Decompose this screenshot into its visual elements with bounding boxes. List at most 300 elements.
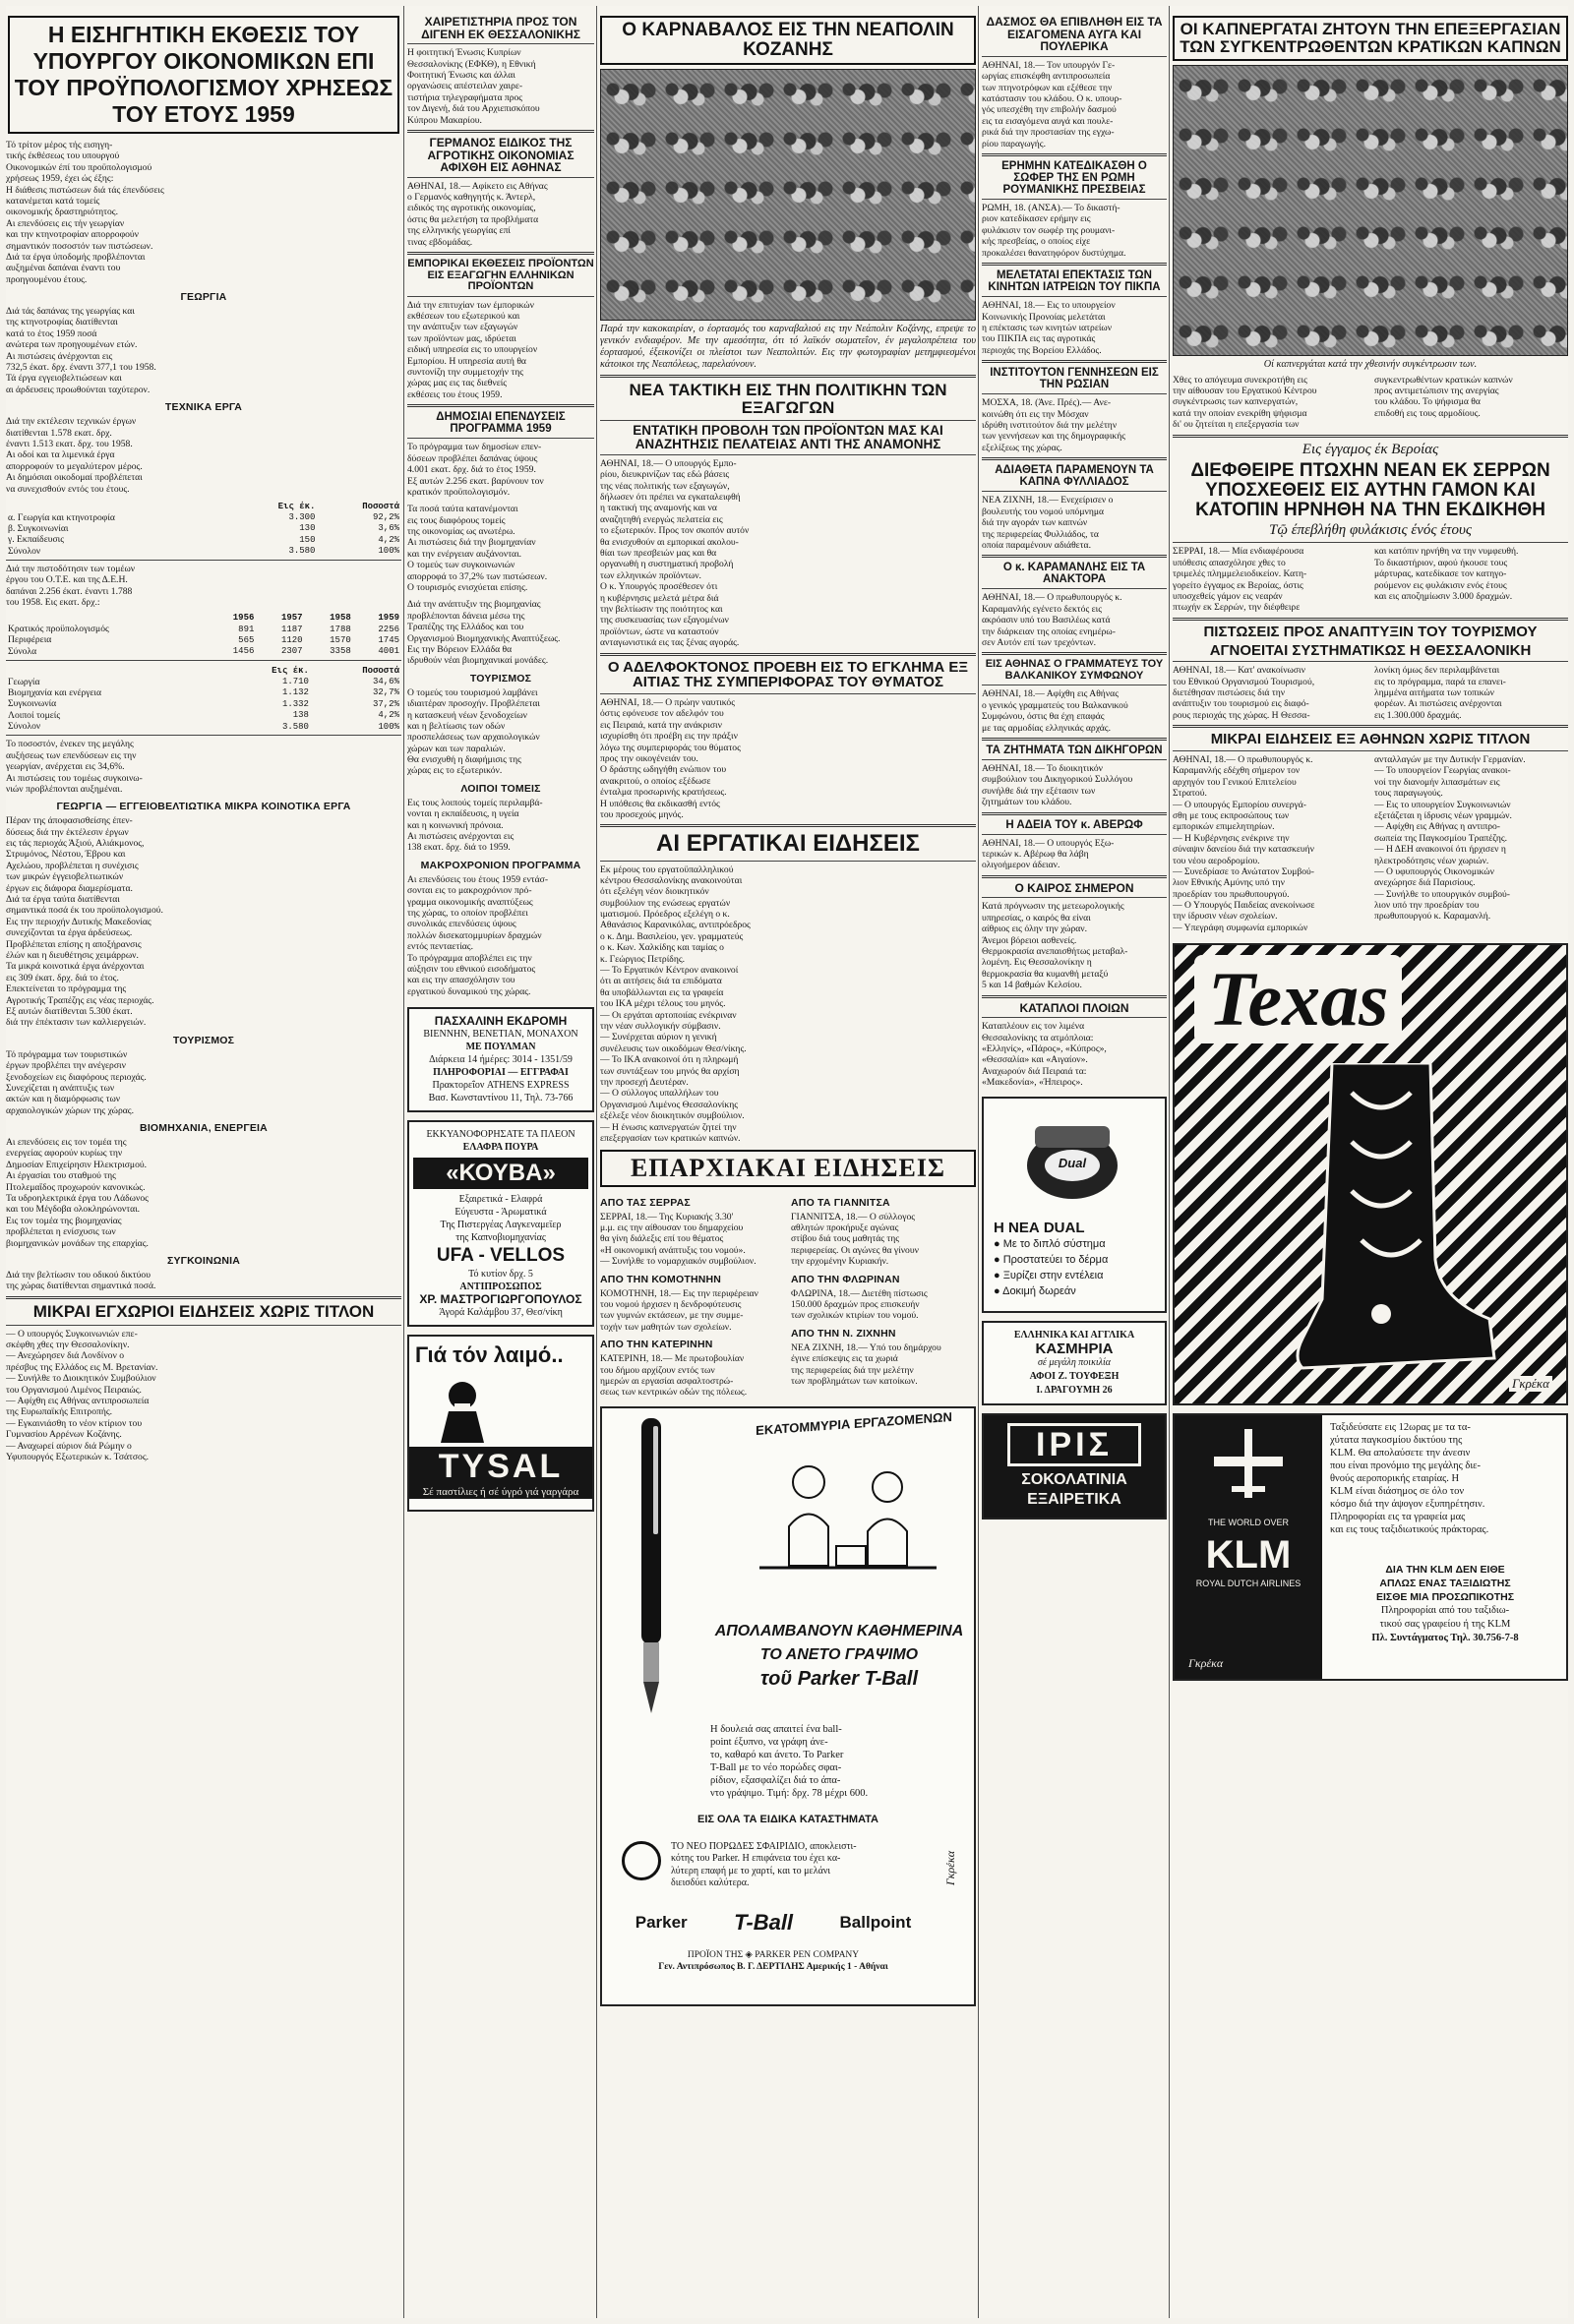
text-line: τριμελές πλημμελειοδικείον. Κατη- (1173, 568, 1307, 580)
column-rule (978, 6, 979, 2318)
text-line: βουλευτής του νομού υπόμνημα (982, 506, 1105, 517)
text-line: λημμένα αιτήματα των τοπικών (1374, 687, 1494, 699)
text-line: Υφυπουργός Εξωτερικών κ. Τσάτσος. (6, 1451, 150, 1462)
newspaper-page (6, 6, 1568, 2318)
text-line: των γυμνών εκτάσεων, με την συμμε- (600, 1310, 744, 1322)
text-line: φυλάκισιν τον σωφέρ της ρουμανι- (982, 224, 1116, 236)
ad-line: Ι. ΔΡΑΓΟΥΜΗ 26 (1036, 1384, 1113, 1396)
subhead-agriculture: ΓΕΩΡΓΙΑ (180, 291, 227, 304)
table-cell: γ. Εκπαίδευσις (8, 534, 65, 546)
subhead-public-works: ΤΕΧΝΙΚΑ ΕΡΓΑ (164, 401, 243, 414)
table-header-cell: 1957 (280, 613, 303, 624)
exports-exhibitions-text (407, 300, 594, 401)
giannitsa-news (791, 1212, 976, 1268)
text-line: Κοινωνικής Προνοίας μελετάται (982, 311, 1106, 323)
text-line: ΚΑΤΕΡΙΝΗ, 18.— Με πρωτοβουλίαν (600, 1353, 745, 1365)
text-line: αυξημέναι δαπάναι έναντι του (6, 263, 121, 274)
parker-ad (600, 1406, 976, 2006)
kouba-logo: «ΚΟΥΒΑ» (413, 1158, 588, 1189)
text-line: κής πρεσβείας, ο οποίος είχε (982, 236, 1091, 248)
text-line: κοινώθη ότι εις την Μόσχαν (982, 408, 1089, 420)
text-line: αναζητηθή ενεργώς πελατεία εις (600, 513, 723, 525)
tysal-tagline: Γιά τόν λαιμό.. (415, 1342, 564, 1368)
text-line: Κύπρου Μακαρίου. (407, 114, 482, 126)
iris-logo: ΙΡΙΣ (1007, 1423, 1141, 1466)
text-line: Θα ενισχυθή η διαφήμισις της (407, 754, 521, 766)
table-row (6, 665, 401, 676)
ad-line: ΑΠΛΩΣ ΕΝΑΣ ΤΑΞΙΔΙΩΤΗΣ (1379, 1578, 1511, 1590)
ad-line: ΧΡ. ΜΑΣΤΡΟΓΙΩΡΓΟΠΟΥΛΟΣ (419, 1292, 582, 1307)
table-cell: Γεωργία (8, 676, 40, 687)
text-line: ΚΟΜΟΤΗΝΗ, 18.— Εις την περιφέρειαν (600, 1287, 758, 1299)
text-line: κατά το έτος 1959 ποσά (6, 328, 97, 339)
table-cell: 1570 (330, 634, 351, 645)
public-investments-text-2 (407, 504, 594, 593)
ad-line: Διάρκεια 14 ήμέρες: 3014 - 1351/59 (429, 1054, 573, 1066)
text-line: επεξεργασίαν των κρατικών καπνών. (600, 1132, 741, 1144)
text-line: θα ενισχυθούν αι εμπορικαί ακολου- (600, 536, 739, 548)
ad-line: Της Πιστεργέας Λαγκεναμεϊερ (440, 1220, 562, 1231)
text-line: το εξωτερικόν. Προς τον σκοπόν αυτόν (600, 525, 750, 537)
table-header-cell: Ποσοστά (362, 501, 399, 511)
public-investments-text (407, 442, 594, 498)
text-line: θερμοκρασία θα κυμανθή μεταξύ (982, 968, 1109, 980)
text-line: ακτών και η διαμόρφωσις των (6, 1094, 121, 1105)
text-line: Αι έργασίαι του σταθμού της (6, 1170, 116, 1182)
pikpa-text (982, 300, 1167, 356)
text-line: υπόθεσις απασχόλησε χθες το (1173, 557, 1286, 568)
text-line: ρίου παραγωγής. (982, 138, 1047, 149)
text-line: τερικών κ. Αβέρωφ θα λάβη (982, 849, 1089, 861)
text-line: «Η οικονομική ανάπτυξις του νομού». (600, 1244, 746, 1256)
german-expert-headline: ΓΕΡΜΑΝΟΣ ΕΙΔΙΚΟΣ ΤΗΣ ΑΓΡΟΤΙΚΗΣ ΟΙΚΟΝΟΜΙΑΣ ΑΦΙΧΘΗ ΕΙΣ ΑΘΗΝΑΣ (427, 135, 575, 175)
text-line: εργατικού δυναμικού της χώρας. (407, 985, 531, 997)
text-line: — Εγκαινιάσθη το νέον κτίριον του (6, 1417, 143, 1429)
text-line: ΑΘΗΝΑΙ, 18.— Ο πρώην ναυτικός (600, 697, 736, 709)
text-line: ο Γερμανός καθηγητής κ. Άντερλ, (407, 192, 536, 204)
text-line: της οικονομίας ως ανωτέρω. (407, 526, 515, 538)
budget-table-1 (6, 501, 401, 557)
carnival-headline-box (600, 16, 976, 65)
text-line: χρήσεως 1959, έχει ώς έξης: (6, 173, 114, 185)
subhead-c2-long-term: ΜΑΚΡΟΧΡΟΝΙΟΝ ΠΡΟΓΡΑΜΜΑ (420, 859, 581, 871)
text-line: ΡΩΜΗ, 18. (ΑΝΣΑ).— Το δικαστή- (982, 203, 1120, 214)
ad-line: Ταξιδεύσατε εις 12ωρας με τα τα- (1330, 1422, 1471, 1434)
veria-kicker: Εις έγγαμος έκ Βεροίας (1302, 441, 1439, 457)
text-line: Διά τα έργα ύποδομής προβλέπονται (6, 251, 146, 263)
table-cell: Περιφέρεια (8, 634, 52, 646)
public-investments-headline: ΔΗΜΟΣΙΑΙ ΕΠΕΝΔΥΣΕΙΣ ΠΡΟΓΡΑΜΜΑ 1959 (436, 411, 566, 436)
ad-line: ΣΟΚΟΛΑΤΙΝΙΑ (1021, 1470, 1127, 1488)
ad-line: Άγορά Καλάμβου 37, Θεσ/νίκη (439, 1307, 563, 1319)
table-row (6, 523, 401, 534)
parker-ad-footer (612, 1949, 935, 1973)
text-line: Διά τάς δαπάνας της γεωργίας και (6, 306, 135, 318)
seduction-headline: ΔΙΕΦΘΕΙΡΕ ΠΤΩΧΗΝ ΝΕΑΝ ΕΚ ΣΕΡΡΩΝ ΥΠΟΣΧΕΘΕΙΣ ΕΙΣ ΑΥΤΗΝ ΓΑΜΟΝ ΚΑΙ ΚΑΤΟΠΙΝ ΗΡΝΗΘΗ ΝΑ ΤΗΝ ΕΚΔΙΚΗΘΗ (1190, 459, 1550, 520)
text-line: τινας εβδομάδας. (407, 236, 473, 248)
subhead-florina: ΑΠΟ ΤΗΝ ΦΛΩΡΙΝΑΝ (791, 1273, 900, 1285)
text-line: κρατικόν προϋπολογισμόν. (407, 486, 511, 498)
table-header-cell: Εις έκ. (277, 501, 316, 511)
text-line: της κτηνοτροφίας διατίθενται (6, 317, 118, 328)
text-line: ΑΘΗΝΑΙ, 18.— Αφίκετο εις Αθήνας (407, 180, 548, 192)
lawyers-headline: ΤΑ ΖΗΤΗΜΑΤΑ ΤΩΝ ΔΙΚΗΓΟΡΩΝ (986, 745, 1163, 757)
text-line: ΑΘΗΝΑΙ, 18.— Το διοικητικόν (982, 763, 1103, 775)
text-line: την ίδρυσιν νέων σχολείων. (1173, 911, 1278, 923)
subhead-tourism: ΤΟΥΡΙΣΜΟΣ (172, 1034, 235, 1046)
text-line: εκθέσεις του έτους 1959. (407, 388, 503, 400)
athens-news-text (1173, 754, 1568, 933)
text-line: — Ο υπουργός Συγκοινωνιών επε- (6, 1328, 138, 1340)
text-line: Διά την βελτίωσιν του οδικού δικτύου (6, 1269, 151, 1281)
text-line: Αθανάσιος Καρανικόλας, αντιπρόεδρος (600, 920, 751, 931)
text-line: Πέραν της άποφασισθείσης έπεν- (6, 815, 133, 827)
digenis-headline: ΧΑΙΡΕΤΙΣΤΗΡΙΑ ΠΡΟΣ ΤΟΝ ΔΙΓΕΝΗ ΕΚ ΘΕΣΣΑΛΟΝΙΚΗΣ (421, 15, 580, 41)
table-header-cell (6, 612, 208, 623)
pikpa-headline: ΜΕΛΕΤΑΤΑΙ ΕΠΕΚΤΑΣΙΣ ΤΩΝ ΚΙΝΗΤΩΝ ΙΑΤΡΕΙΩΝ ΤΟΥ ΠΙΚΠΑ (988, 269, 1161, 294)
subhead-katerini: ΑΠΟ ΤΗΝ ΚΑΤΕΡΙΝΗΝ (600, 1339, 713, 1351)
table-cell: 1187 (280, 624, 303, 634)
budget-transport-text (6, 1270, 401, 1292)
tobacco-text (982, 495, 1167, 551)
text-line: ΑΘΗΝΑΙ, 18.— Κατ' ανακοίνωσιν (1173, 665, 1305, 677)
ad-line: ΕΛΛΗΝΙΚΑ ΚΑΙ ΑΓΓΛΙΚΑ (1013, 1329, 1135, 1341)
table-cell: 1.710 (281, 677, 309, 687)
table-cell: 130 (299, 523, 316, 534)
text-line: ΑΘΗΝΑΙ, 18.— Ο υπουργός Εμπο- (600, 457, 737, 469)
lawyers-text (982, 763, 1167, 808)
tobacco-workers-text (1173, 375, 1568, 431)
ad-line: κόσμο διά την άψογον εξυπηρέτησιν. (1330, 1499, 1485, 1511)
text-line: όστις θα μελετήση τα προβλήματα (407, 213, 539, 225)
text-line: ρούμενον εις φυλάκισιν ενός έτους (1374, 579, 1507, 591)
text-line: Αι δημόσιαι οικοδομαί προβλέπεται (6, 472, 143, 484)
text-line: μάρτυρας, κατεδίκασε τον κατηγο- (1374, 568, 1507, 580)
budget-headline: Η ΕΙΣΗΓΗΤΙΚΗ ΕΚΘΕΣΙΣ ΤΟΥ ΥΠΟΥΡΓΟΥ ΟΙΚΟΝΟΜΙΚΩΝ ΕΠΙ ΤΟΥ ΠΡΟΫΠΟΛΟΓΙΣΜΟΥ ΧΡΗΣΕΩΣ ΤΟΥ ΕΤΟΥΣ 1959 (14, 22, 394, 127)
text-line: να συνεχισθούν εντός του έτους. (6, 483, 130, 495)
text-line: εις 1.300.000 δραχμάς. (1374, 709, 1462, 721)
text-line: ένταλμα προσωρινής κρατήσεως. (600, 787, 727, 799)
text-line: ισχυρίσθη ότι προέβη εις την πράξιν (600, 731, 738, 743)
text-line: της περιφερείας Φυλλιάδος, τα (982, 528, 1099, 540)
text-line: — Αφίχθη εις Αθήνας αντιπροσωπεία (6, 1395, 150, 1406)
text-line: εις Πειραιά, κατά την ανάκρισιν (600, 719, 722, 731)
ad-line: ΠΑΣΧΑΛΙΝΗ ΕΚΔΡΟΜΗ (434, 1014, 568, 1029)
text-line: Άνεμοι βόρειοι ασθενείς. (982, 934, 1077, 946)
text-line: οργανωθή η συστηματική προβολή (600, 559, 734, 570)
budget-table-2 (6, 612, 401, 657)
text-line: Εις τον τομέα της βιομηχανίας (6, 1215, 122, 1226)
text-line: την νέαν συλλογικήν σύμβασιν. (600, 1021, 721, 1032)
ad-line: θνούς αεροπορικής εταιρίας. Η (1330, 1473, 1460, 1485)
text-line: Φοιτητική Ένωσις και άλλαι (407, 69, 515, 81)
digenis-text (407, 47, 594, 126)
text-line: Συνεχίζεται η ανάπτυξις των (6, 1082, 115, 1094)
table-cell: 3.300 (288, 512, 316, 523)
text-line: Αγροτικής Τραπέζης εις νέας περιοχάς. (6, 994, 154, 1006)
table-cell: Συγκοινωνία (8, 698, 57, 710)
text-line: ΝΕΑ ΖΙΧΝΗ, 18.— Ενεχείρισεν ο (982, 495, 1114, 507)
text-line: ρικά διά την προστασίαν της εγχω- (982, 127, 1115, 139)
text-line: ΜΟΣΧΑ, 18. (Άνε. Πρές).— Ανε- (982, 397, 1112, 409)
parker-ad-top: ΕΚΑΤΟΜΜΥΡΙΑ ΕΡΓΑΖΟΜΕΝΩΝ (756, 1408, 952, 1438)
text-line: τοχήν των μαθητών των σχολείων. (600, 1321, 732, 1333)
births-institute-text (982, 397, 1167, 453)
text-line: — Συνήλθε το νομαρχιακόν συμβούλιον. (600, 1256, 757, 1268)
ad-line: ντο γράψιμο. Τιμή: δρχ. 78 μέχρι 600. (710, 1787, 869, 1799)
text-line: ιδρύθη ινστιτούτον διά την μελέτην (982, 420, 1118, 432)
ad-line: ΜΕ ΠΟΥΛΜΑΝ (465, 1042, 536, 1053)
table-cell: Σύνολον (8, 721, 41, 733)
text-line: των προβλημάτων των κατοίκων. (791, 1375, 918, 1387)
text-line: ότι εξελέγη νέον διοικητικόν (600, 886, 709, 898)
text-line: του ΠΙΚΠΑ εις τας αγροτικάς (982, 333, 1096, 345)
table-cell: 891 (238, 624, 255, 634)
text-line: εις τάς περιοχάς Άξιού, Αλιάκμονος, (6, 838, 145, 850)
text-line: διά την αγοράν των καπνών (982, 517, 1088, 529)
text-line: Θεσσαλονίκης (ΕΦΚΘ), η Εθνική (407, 58, 536, 70)
text-line: φορέων. Αι πιστώσεις ανέρχονται (1374, 698, 1502, 710)
text-line: ΑΘΗΝΑΙ, 18.— Ο υπουργός Εξω- (982, 837, 1115, 849)
weather-headline: Ο ΚΑΙΡΟΣ ΣΗΜΕΡΟΝ (1014, 880, 1134, 895)
c2-long-term-text (407, 874, 594, 997)
table-row (6, 501, 401, 511)
text-line: ΣΕΡΡΑΙ, 18.— Μία ενδιαφέρουσα (1173, 546, 1304, 558)
table-cell: β. Συγκοινωνίαι (8, 522, 69, 534)
ad-line: ΑΠΟΛΑΜΒΑΝΟΥΝ ΚΑΘΗΜΕΡΙΝΑ (714, 1622, 964, 1639)
text-line: αύξησιν του εθνικού εισοδήματος (407, 963, 536, 975)
text-line: υπηρεσίας, ο καιρός θα είναι (982, 912, 1091, 924)
averof-text (982, 838, 1167, 871)
text-line: συνολικάς επενδύσεις ύψους (407, 919, 516, 930)
text-line: Χθες το απόγευμα συνεκροτήθη εις (1173, 374, 1307, 386)
text-line: περιφερείας. Οι αγώνες θα γίνουν (791, 1244, 919, 1256)
table-row (6, 624, 401, 634)
ad-line: Πλ. Συντάγματος Τηλ. 30.756-7-8 (1371, 1633, 1519, 1644)
table-header-cell: Εις έκ. (272, 665, 309, 676)
table-header-cell: Ποσοστά (362, 665, 399, 676)
ad-line: Πληροφορίαι από του ταξιδιω- (1380, 1605, 1510, 1617)
ad-line: κότης του Parker. Η επιφάνεια του έχει κα- (671, 1853, 841, 1865)
text-line: κατάστασιν του κλάδου. Ο κ. υπουρ- (982, 92, 1122, 104)
text-line: ριον κατεδίκασεν ερήμην εις (982, 213, 1091, 225)
text-line: Οικονομικών έπί του προϋπολογισμού (6, 161, 152, 173)
carnival-headline: Ο ΚΑΡΝΑΒΑΛΟΣ ΕΙΣ ΤΗΝ ΝΕΑΠΟΛΙΝ ΚΟΖΑΝΗΣ (622, 20, 954, 60)
ad-line: ύγρό γιά γαργάρα (501, 1486, 579, 1499)
text-line: ο κ. Δημ. Βασιλείου, γεν. γραμματεύς (600, 930, 744, 942)
text-line: Αι επενδύσεις εις τον τομέα της (6, 1137, 127, 1149)
text-line: αρχηγόν του Γενικού Επιτελείου (1173, 776, 1297, 788)
table-cell: Σύνολον (8, 545, 41, 557)
ad-line: ● Με το διπλό σύστημα (994, 1237, 1106, 1250)
tball-brand: T-Ball (734, 1909, 794, 1935)
text-line: Το πρόγραμμα των δημοσίων επεν- (407, 442, 542, 453)
column-rule (403, 6, 404, 2318)
ships-headline: ΚΑΤΑΠΛΟΙ ΠΛΟΙΩΝ (1019, 1000, 1129, 1015)
text-line: Διά την εκτέλεσιν τεχνικών έργων (6, 416, 137, 428)
text-line: Διά την πιστοδότησιν των τομέων (6, 563, 136, 574)
ad-line: που είναι προνόμιο της μεγάλης διε- (1330, 1460, 1482, 1472)
rome-driver-text (982, 203, 1167, 259)
c2-tourism-text (407, 687, 594, 777)
text-line: και η βελτίωσις των οδών (407, 720, 506, 732)
provincial-news-box (600, 1150, 976, 1186)
text-line: η κυβέρνησις μελετά μέτρα διά (600, 592, 719, 604)
text-line: σημαντικόν ποσοστόν των πιστώσεων. (6, 240, 153, 252)
text-line: κατανέμεται κατά τομείς (6, 195, 100, 207)
subhead-land-works: ΓΕΩΡΓΙΑ — ΕΓΓΕΙΟΒΕΛΤΙΩΤΙΚΑ ΜΙΚΡΑ ΚΟΙΝΟΤΙΚΑ ΕΡΓΑ (56, 801, 351, 813)
text-line: ανάπτυξιν του τουρισμού εις διαφό- (1173, 698, 1309, 710)
provincial-col-left (600, 1191, 785, 1399)
cashmere-ad (982, 1321, 1167, 1405)
tobacco-workers-photo (1173, 65, 1568, 356)
text-line: Καραμανλής εγένετο δεκτός εις (982, 603, 1103, 615)
text-line: Αι πιστώσεις διά την βιομηχανίαν (407, 537, 536, 549)
table-cell: 2307 (280, 646, 303, 657)
athens-news-headline: ΜΙΚΡΑΙ ΕΙΔΗΣΕΙΣ ΕΞ ΑΘΗΝΩΝ ΧΩΡΙΣ ΤΙΤΛΟΝ (1210, 731, 1531, 748)
text-line: ειδική υπηρεσία εις το υπουργείον (407, 344, 538, 356)
text-line: των σχολικών κτιρίων του νομού. (791, 1310, 919, 1322)
text-line: Εις την Βόρειον Ελλάδα θα (407, 643, 513, 655)
text-line: ιδρυθούν νέαι βιομηχανικαί μονάδες. (407, 655, 549, 667)
budget-agriculture-text (6, 306, 401, 395)
klm-over: THE WORLD OVER (1207, 1518, 1289, 1528)
text-line: ΑΘΗΝΑΙ, 18.— Εις το υπουργείον (982, 300, 1116, 312)
karamanlis-text (982, 592, 1167, 648)
budget-lead (6, 140, 401, 285)
text-line: Κατά πρόγνωσιν της μετεωρολογικής (982, 901, 1124, 913)
budget-tourism-text (6, 1049, 401, 1116)
table-row (6, 546, 401, 557)
text-line: ανταγωνιστικά εις τας ξένας αγοράς. (600, 637, 740, 649)
text-line: πολλών δισεκατομμυρίων δραχμών (407, 929, 542, 941)
text-line: Η φοιτητική Ένωσις Κυπρίων (407, 47, 521, 59)
ad-line: Πληροφορίαι εις τα γραφεία μας (1330, 1512, 1466, 1523)
texas-boots-ad (1173, 943, 1568, 1405)
text-line: και την ενέργειαν αυξάνονται. (407, 548, 522, 560)
text-line: ειδικός της αγροτικής οικονομίας, (407, 203, 536, 214)
text-line: Αι επενδύσεις του έτους 1959 εντάσ- (407, 873, 549, 885)
text-line: επιδοθή εις τους αρμοδίους. (1374, 407, 1481, 419)
dual-label: Dual (1058, 1155, 1087, 1170)
ad-line: Σέ παστίλιες ή σέ (422, 1486, 500, 1499)
table-row (6, 534, 401, 545)
table-body (6, 624, 401, 657)
text-line: — Αναχωρεί αύριον διά Ρώμην ο (6, 1440, 132, 1452)
table-row (6, 698, 401, 709)
text-line: ανταλλαγών με την Δυτικήν Γερμανίαν. (1374, 754, 1526, 765)
local-news-text (6, 1329, 401, 1463)
ad-line: χύτατα παγκοσμίου δικτύου της (1330, 1435, 1463, 1447)
parker-ad-shops: ΕΙΣ ΟΛΑ ΤΑ ΕΙΔΙΚΑ ΚΑΤΑΣΤΗΜΑΤΑ (697, 1813, 878, 1825)
table-cell: 3.580 (288, 546, 316, 557)
text-line: «Θεσσαλία» και «Αιγαίον». (982, 1054, 1088, 1066)
german-expert-text (407, 181, 594, 248)
table-cell: 1456 (232, 646, 255, 657)
text-line: Διά τα έργα ταύτα διατίθενται (6, 894, 120, 906)
text-line: πρέσβυς της Ελλάδος εις Μ. Βρετανίαν. (6, 1361, 158, 1373)
provincial-col-right (791, 1191, 976, 1399)
subhead-c2-other: ΛΟΙΠΟΙ ΤΟΜΕΙΣ (460, 782, 541, 795)
figure-icon (419, 1378, 506, 1443)
text-line: Επεκτείνεται το πρόγραμμα της (6, 983, 127, 995)
ad-line: Πρακτορεΐον ATHENS EXPRESS (432, 1080, 570, 1092)
klm-ad (1173, 1413, 1568, 1681)
ad-line: της Καπνοβιομηχανίας (455, 1232, 546, 1244)
text-line: Το δικαστήριον, αφού ήκουσε τους (1374, 557, 1508, 568)
table-cell: 138 (292, 710, 309, 721)
text-line: συμβούλιον της ενώσεως εργατών (600, 897, 731, 909)
text-line: — Ο σύλλογος υπαλλήλων του (600, 1088, 719, 1100)
tourism-credits-text (1173, 665, 1568, 721)
text-line: εξελίξεως της χώρας. (982, 442, 1062, 453)
ad-line: Γεν. Αντιπρόσωπος Β. Γ. ΔΕΡΤΙΛΗΣ Αμερικής 1 - Αθήναι (658, 1961, 888, 1972)
table-cell: 32,7% (372, 687, 399, 698)
text-line: της περιφερείας διά την μελέτην (791, 1364, 914, 1376)
rome-driver-headline: ΕΡΗΜΗΝ ΚΑΤΕΔΙΚΑΣΘΗ Ο ΣΩΦΕΡ ΤΗΣ ΕΝ ΡΩΜΗ ΡΟΥΜΑΝΙΚΗΣ ΠΡΕΣΒΕΙΑΣ (1001, 159, 1147, 197)
text-line: προκαλέσει θανατηφόρον δυστύχημα. (982, 247, 1126, 259)
provincial-news-grid (600, 1191, 976, 1399)
balkan-pact-headline: ΕΙΣ ΑΘΗΝΑΣ Ο ΓΡΑΜΜΑΤΕΥΣ ΤΟΥ ΒΑΛΚΑΝΙΚΟΥ ΣΥΜΦΩΝΟΥ (985, 658, 1164, 682)
subhead-nea-zichni: ΑΠΟ ΤΗΝ Ν. ΖΙΧΝΗΝ (791, 1327, 896, 1340)
text-line: λονίκη όμως δεν περιλαμβάνεται (1374, 665, 1500, 677)
table-cell: Λοιποί τομείς (8, 709, 61, 721)
column-1 (6, 6, 401, 2318)
text-line: βιομηχανικών μονάδων της επαρχίας. (6, 1237, 149, 1249)
text-line: σύναψιν δανείου διά την κατασκευήν (1173, 844, 1314, 856)
dual-ad-text (994, 1221, 1159, 1299)
weather-text (982, 901, 1167, 990)
text-line: την προσεχή Δευτέραν. (600, 1076, 689, 1088)
text-line: ΝΕΑ ΖΙΧΝΗ, 18.— Υπό του δημάρχου (791, 1341, 941, 1353)
text-line: Αι οδοί και τα λιμενικά έργα (6, 449, 115, 461)
text-line: κατά την οποίαν ενεκρίθη ψήφισμα (1173, 407, 1307, 419)
ad-line: ΒΙΕΝΝΗΝ, ΒΕΝΕΤΙΑΝ, ΜΟΝΑΧΟΝ (423, 1029, 578, 1041)
text-line: και κατόπιν ηρνήθη να την νυμφευθή. (1374, 546, 1519, 558)
exports-policy-text (600, 458, 976, 649)
text-line: κ. Γεώργιος Πετρίδης. (600, 953, 686, 965)
text-line: των προϊόντων μας, ιδρύεται (407, 332, 516, 344)
text-line: του νομού ήρχισεν η δενδροφύτευσις (600, 1298, 742, 1310)
text-line: θα γίνη διάλεξις επί του θέματος (600, 1233, 724, 1245)
ad-line: τικού σας γραφείου ή της KLM (1379, 1619, 1511, 1631)
table-row (6, 676, 401, 686)
text-line: — Συνέρχεται αύριον η γενική (600, 1032, 717, 1043)
designer-signature: Γκρέκα (942, 1850, 957, 1885)
averof-headline: Η ΑΔΕΙΑ ΤΟΥ κ. ΑΒΕΡΩΦ (1005, 818, 1143, 831)
exports-policy-headline: ΝΕΑ ΤΑΚΤΙΚΗ ΕΙΣ ΤΗΝ ΠΟΛΙΤΙΚΗΝ ΤΩΝ ΕΞΑΓΩΓΩΝ (629, 380, 947, 417)
text-line: ρίου, διευκρινίζων τας εδώ βάσεις (600, 469, 730, 481)
subhead-industry: ΒΙΟΜΗΧΑΝΙΑ, ΕΝΕΡΓΕΙΑ (140, 1122, 268, 1135)
parker-brand: Parker (635, 1912, 688, 1932)
tourism-credits-headline: ΠΙΣΤΩΣΕΙΣ ΠΡΟΣ ΑΝΑΠΤΥΞΙΝ ΤΟΥ ΤΟΥΡΙΣΜΟΥ (1203, 623, 1538, 640)
text-line: Εξ αυτών διατίθενται 5.300 έκατ. (6, 1005, 133, 1017)
fratricide-text (600, 697, 976, 820)
text-line: Συμφώνου, όστις θα έχη επαφάς (982, 711, 1105, 723)
text-line: — Ο υπουργός Εμπορίου συνεργά- (1173, 799, 1306, 810)
table-cell: α. Γεωργία και κτηνοτροφία (8, 511, 115, 523)
table-header-cell: 1959 (378, 613, 399, 624)
text-line: ΓΙΑΝΝΙΤΣΑ, 18.— Ο σύλλογος (791, 1211, 916, 1222)
text-line: την βελτίωσιν της ποιότητος και (600, 603, 723, 615)
texas-signature: Γκρέκα (1509, 1376, 1552, 1392)
text-line: Η υπόθεσις θα εκδικασθή εντός (600, 798, 720, 809)
text-line: Αι πιστώσεις του τομέως συγκοινω- (6, 772, 143, 784)
text-line: — Ο Υπουργός Παιδείας ανεκοίνωσε (1173, 900, 1315, 912)
text-line: συνέλευσις των οικοδόμων Θεσ/νίκης. (600, 1043, 747, 1054)
text-line: Τά έργα εγγειοβελτιώσεων και (6, 373, 122, 385)
text-line: Η διάθεσις πιστώσεων διά τάς έπενδύσεις (6, 184, 164, 196)
